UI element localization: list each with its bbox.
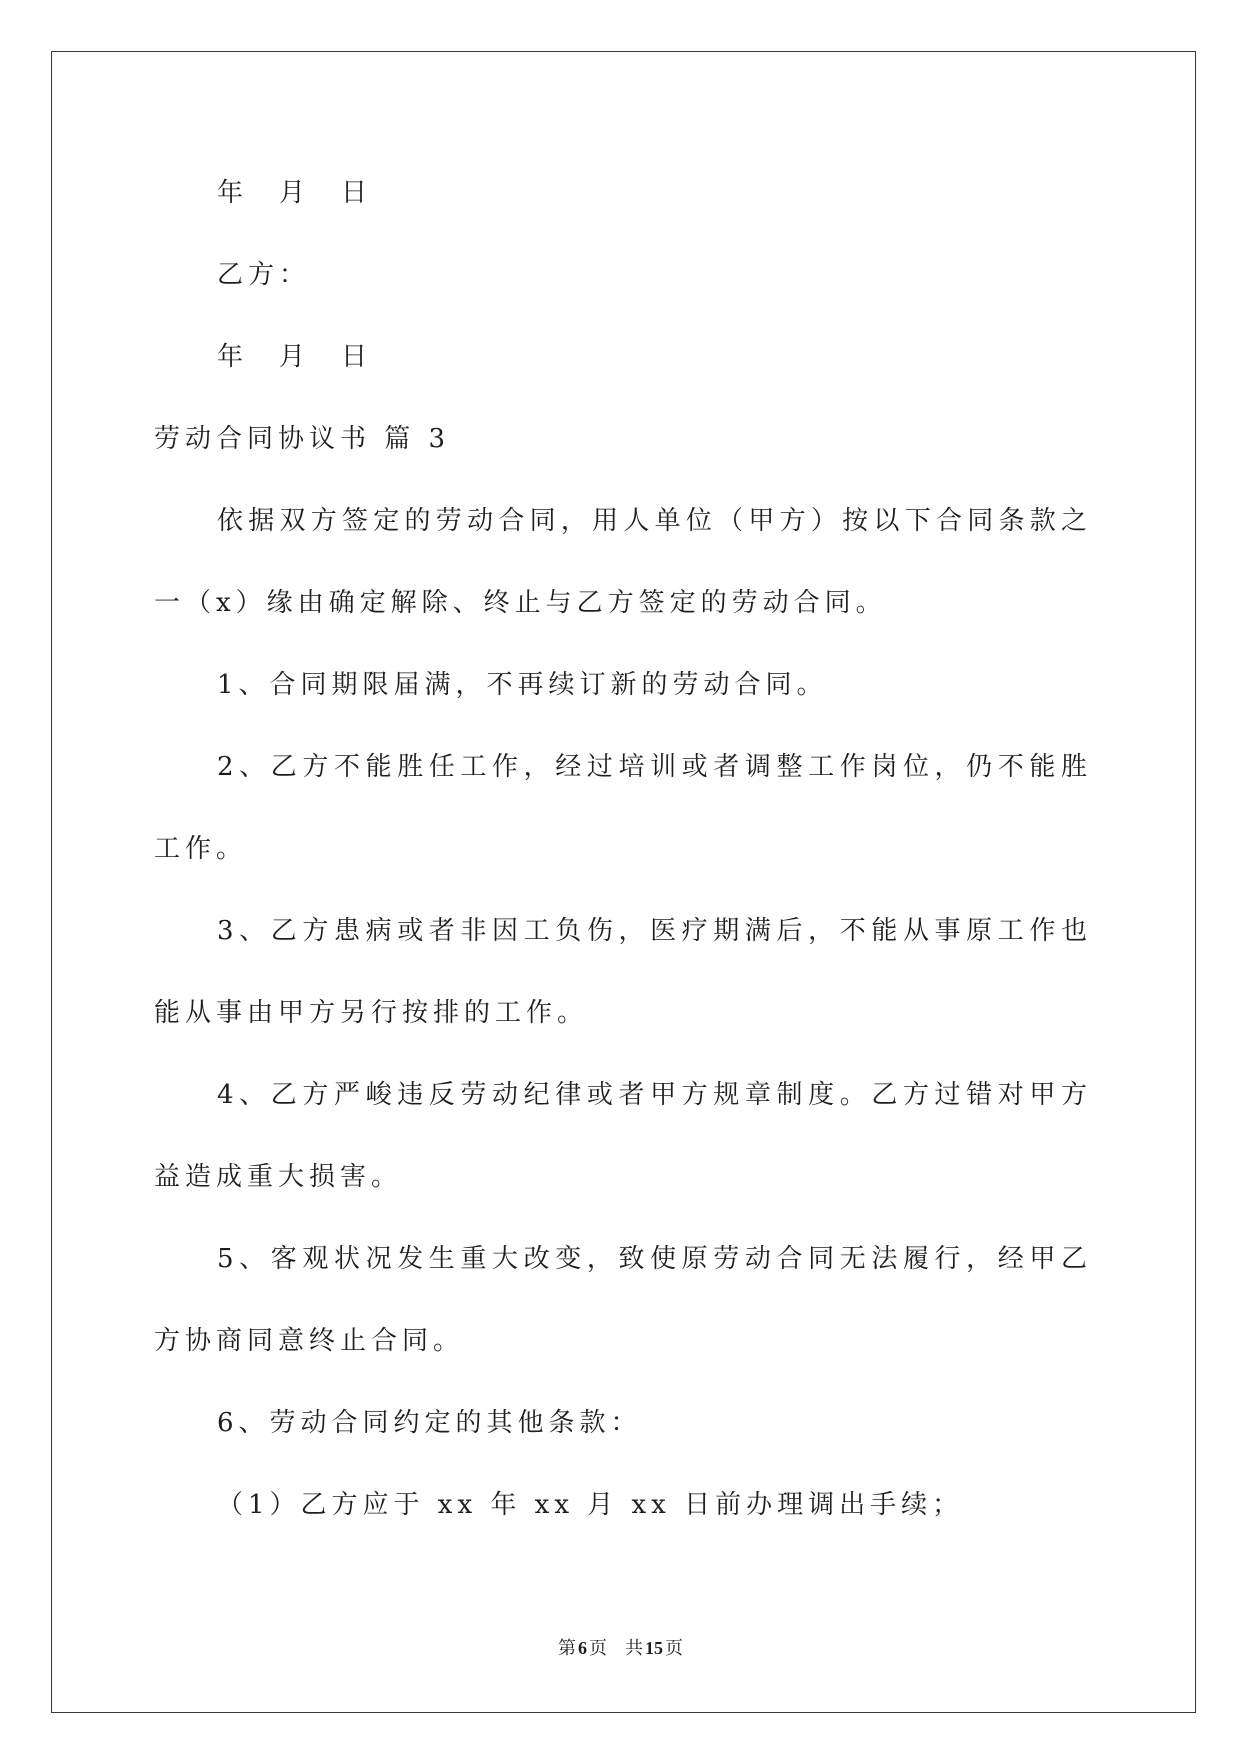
paragraph — [154, 1382, 1092, 1464]
page-footer — [0, 1636, 1241, 1660]
paragraph — [154, 1218, 1092, 1382]
paragraph — [154, 726, 1092, 890]
page-number-suffix: 页 — [589, 1638, 607, 1659]
date-line: 年 月 日 — [217, 342, 373, 372]
paragraph-line: 方协商同意终止合同。 — [154, 1326, 465, 1356]
current-page-number: 6 — [578, 1638, 587, 1658]
paragraph-line: 依据双方签定的劳动合同，用人单位（甲方）按以下合同条款之 — [217, 506, 1092, 536]
paragraph-line: 2、乙方不能胜任工作，经过培训或者调整工作岗位，仍不能胜 — [217, 752, 1092, 782]
paragraph-line: 5、客观状况发生重大改变，致使原劳动合同无法履行，经甲乙 — [217, 1244, 1092, 1274]
paragraph-line: 能从事由甲方另行按排的工作。 — [154, 998, 589, 1028]
paragraph-line: 6、劳动合同约定的其他条款： — [217, 1408, 642, 1438]
section-title: 劳动合同协议书 篇 3 — [154, 424, 451, 454]
total-pages-number: 15 — [645, 1638, 663, 1658]
page-content — [154, 152, 1092, 1546]
total-pages-suffix: 页 — [665, 1638, 683, 1659]
paragraph — [154, 644, 1092, 726]
party-b-label: 乙方： — [217, 260, 311, 290]
paragraph-line: 3、乙方患病或者非因工负伤，医疗期满后，不能从事原工作也 — [217, 916, 1092, 946]
page-number-prefix: 第 — [558, 1638, 576, 1659]
paragraph-line: 1、合同期限届满，不再续订新的劳动合同。 — [217, 670, 828, 700]
paragraph-line: 4、乙方严峻违反劳动纪律或者甲方规章制度。乙方过错对甲方 — [217, 1080, 1092, 1110]
paragraph — [154, 890, 1092, 1054]
total-pages-prefix: 共 — [625, 1638, 643, 1659]
paragraph-line: 益造成重大损害。 — [154, 1162, 403, 1192]
paragraph-line: 一（x）缘由确定解除、终止与乙方签定的劳动合同。 — [154, 588, 887, 618]
paragraph-line: 工作。 — [154, 834, 248, 864]
paragraph — [154, 1464, 1092, 1546]
date-line: 年 月 日 — [217, 178, 373, 208]
paragraph — [154, 1054, 1092, 1218]
paragraph-line: （1）乙方应于 xx 年 xx 月 xx 日前办理调出手续； — [217, 1490, 964, 1520]
paragraph — [154, 480, 1092, 644]
